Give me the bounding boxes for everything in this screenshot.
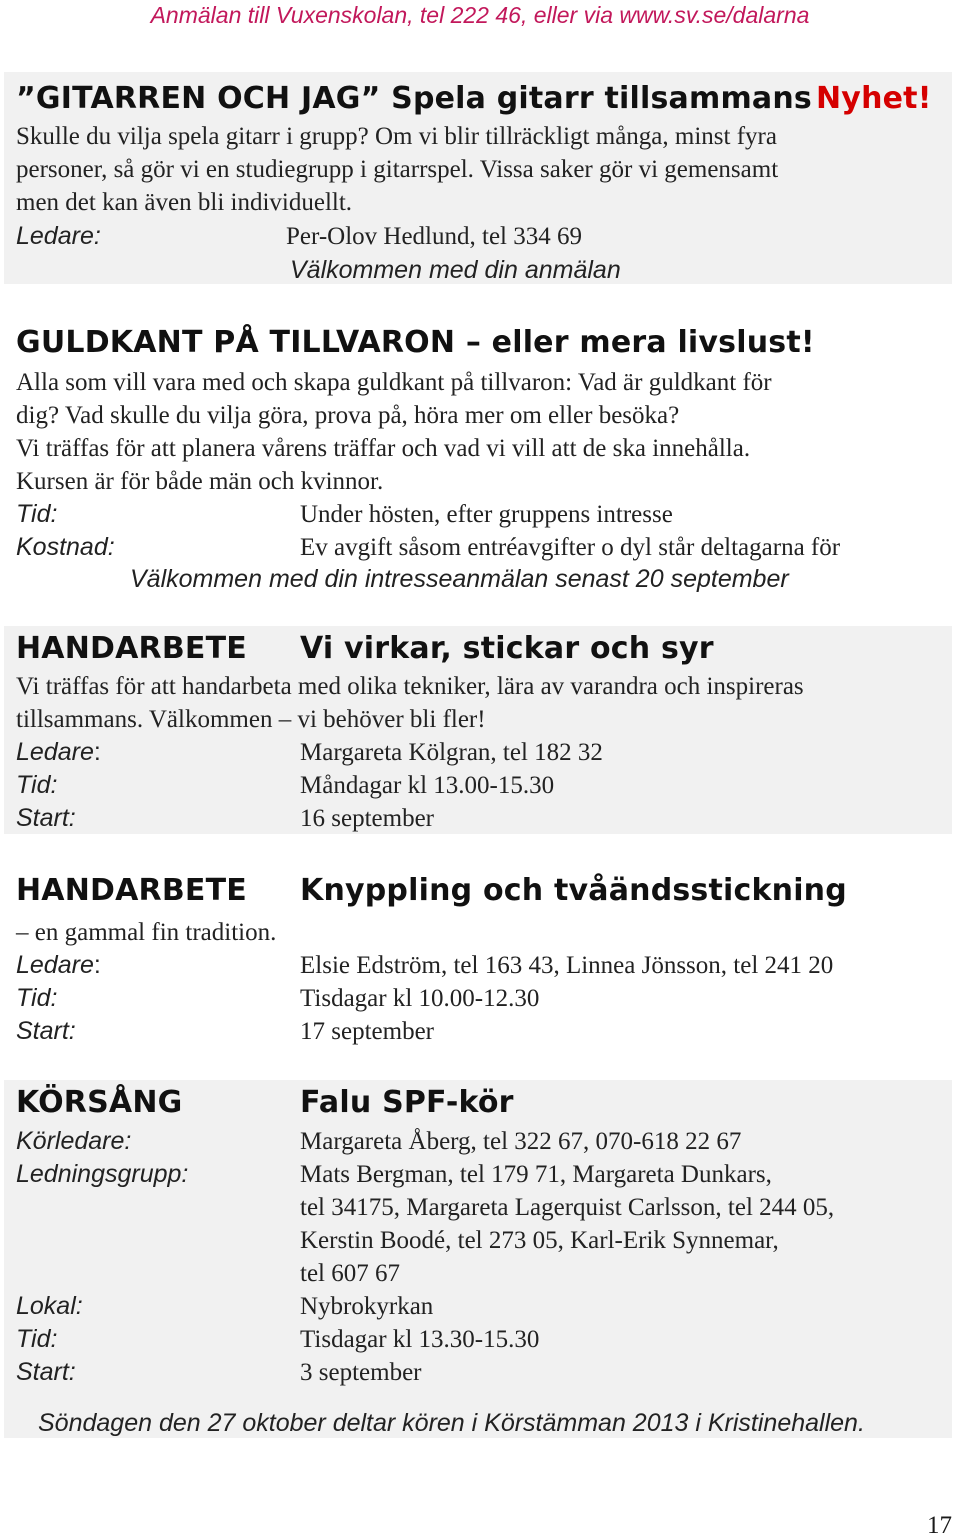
handarbete1-leader-label: Ledare:: [16, 738, 101, 766]
korsang-start-value: 3 september: [300, 1359, 422, 1386]
handarbete1-title-left: HANDARBETE: [16, 631, 247, 666]
gitarr-welcome: Välkommen med din anmälan: [290, 256, 621, 284]
gitarr-body-line: Skulle du vilja spela gitarr i grupp? Om vi blir tillräckligt många, minst fyra: [16, 123, 777, 150]
korsang-group-line: tel 607 67: [300, 1260, 400, 1287]
korsang-time-value: Tisdagar kl 13.30-15.30: [300, 1326, 540, 1353]
handarbete2-start-value: 17 september: [300, 1018, 434, 1045]
page-number: 17: [927, 1512, 952, 1539]
guldkant-cost-label: Kostnad:: [16, 533, 115, 561]
handarbete1-leader-value: Margareta Kölgran, tel 182 32: [300, 739, 603, 766]
section-handarbete-knyppling: [4, 868, 952, 1048]
handarbete2-body-line: – en gammal fin tradition.: [16, 919, 277, 946]
korsang-venue-value: Nybrokyrkan: [300, 1293, 434, 1320]
korsang-venue-label: Lokal:: [16, 1292, 83, 1320]
korsang-group-line: Mats Bergman, tel 179 71, Margareta Dunkars,: [300, 1161, 772, 1188]
section-handarbete-virkning: [4, 626, 952, 834]
handarbete1-body-line: Vi träffas för att handarbeta med olika tekniker, lära av varandra och inspireras: [16, 673, 804, 700]
header-contact: Anmälan till Vuxenskolan, tel 222 46, eller via www.sv.se/dalarna: [150, 2, 810, 28]
korsang-group-line: tel 34175, Margareta Lagerquist Carlsson, tel 244 05,: [300, 1194, 835, 1221]
handarbete2-time-value: Tisdagar kl 10.00-12.30: [300, 985, 540, 1012]
guldkant-body-line: Kursen är för både män och kvinnor.: [16, 468, 384, 495]
handarbete2-title-left: HANDARBETE: [16, 873, 247, 908]
nyhet-badge: Nyhet!: [816, 81, 932, 116]
gitarr-leader-label: Ledare:: [16, 222, 101, 250]
gitarr-leader-value: Per-Olov Hedlund, tel 334 69: [286, 223, 582, 250]
guldkant-body-line: dig? Vad skulle du vilja göra, prova på, höra mer om eller besöka?: [16, 402, 680, 429]
handarbete2-start-label: Start:: [16, 1017, 76, 1045]
section-gitarr: [4, 72, 952, 284]
guldkant-cost-value: Ev avgift såsom entréavgifter o dyl står deltagarna för: [300, 534, 841, 561]
handarbete1-time-value: Måndagar kl 13.00-15.30: [300, 772, 555, 799]
guldkant-body-line: Alla som vill vara med och skapa guldkant på tillvaron: Vad är guldkant för: [16, 369, 772, 396]
handarbete2-title-right: Knyppling och tvåändsstickning: [300, 873, 847, 908]
gitarr-title: ”GITARREN OCH JAG” Spela gitarr tillsammans: [16, 81, 812, 116]
handarbete1-body-line: tillsammans. Välkommen – vi behöver bli fler!: [16, 706, 486, 733]
korsang-group-line: Kerstin Boodé, tel 273 05, Karl-Erik Synnemar,: [300, 1227, 779, 1254]
korsang-title-left: KÖRSÅNG: [16, 1085, 183, 1120]
gitarr-body-line: men det kan även bli individuellt.: [16, 189, 353, 216]
handarbete2-time-label: Tid:: [16, 984, 58, 1012]
korsang-title-right: Falu SPF-kör: [300, 1085, 514, 1120]
korsang-start-label: Start:: [16, 1358, 76, 1386]
guldkant-time-value: Under hösten, efter gruppens intresse: [300, 501, 673, 528]
korsang-footer-note: Söndagen den 27 oktober deltar kören i Körstämman 2013 i Kristinehallen.: [38, 1409, 865, 1437]
korsang-conductor-value: Margareta Åberg, tel 322 67, 070-618 22 67: [300, 1128, 742, 1155]
korsang-time-label: Tid:: [16, 1325, 58, 1353]
handarbete1-start-value: 16 september: [300, 805, 434, 832]
korsang-conductor-label: Körledare:: [16, 1127, 132, 1155]
handarbete1-start-label: Start:: [16, 804, 76, 832]
handarbete2-leader-label: Ledare:: [16, 951, 101, 979]
guldkant-body-line: Vi träffas för att planera vårens träffar och vad vi vill att de ska innehålla.: [16, 435, 751, 462]
section-korsang: [4, 1080, 952, 1438]
korsang-group-label: Ledningsgrupp:: [16, 1160, 189, 1188]
handarbete1-time-label: Tid:: [16, 771, 58, 799]
handarbete2-leader-value: Elsie Edström, tel 163 43, Linnea Jönsson, tel 241 20: [300, 952, 834, 979]
guldkant-welcome: Välkommen med din intresseanmälan senast 20 september: [130, 565, 789, 593]
gitarr-body-line: personer, så gör vi en studiegrupp i gitarrspel. Vissa saker gör vi gemensamt: [16, 156, 779, 183]
guldkant-title: GULDKANT PÅ TILLVARON – eller mera livslust!: [16, 325, 815, 360]
handarbete1-title-right: Vi virkar, stickar och syr: [300, 631, 714, 666]
section-guldkant: [4, 318, 952, 598]
guldkant-time-label: Tid:: [16, 500, 58, 528]
